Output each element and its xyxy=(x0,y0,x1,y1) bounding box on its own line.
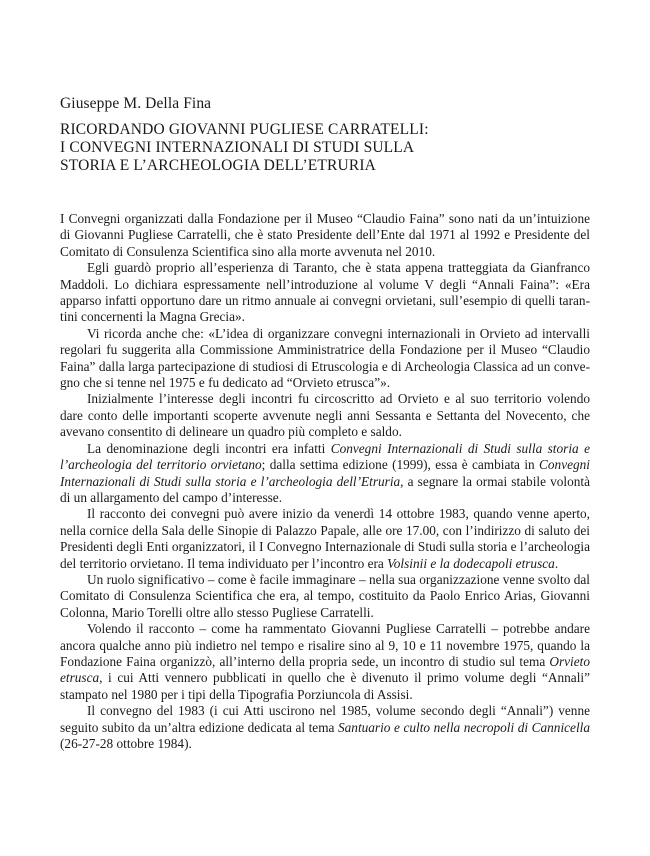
paragraph xyxy=(60,441,590,507)
italic-title-text: Santuario e culto nella necropoli di Cannicella xyxy=(338,719,590,735)
paragraph-text: ; dalla settima edizione (1999), essa è cambiata in xyxy=(261,457,540,473)
italic-title-text: Orvieto etrusca xyxy=(60,653,590,686)
title-line: RICORDANDO GIOVANNI PUGLIESE CARRATELLI: xyxy=(60,121,429,138)
paragraph-text: , a segnare la ormai stabile volontà di un allargamento del campo d’interesse. xyxy=(60,473,591,505)
paragraph xyxy=(60,506,590,572)
paragraph-text: , i cui Atti vennero pubblicati in quello che è divenuto il primo volume degli “Annali” stampato nel 1980 per i tipi della Tipografia Porziuncola di Assisi. xyxy=(60,670,590,702)
article-body xyxy=(60,211,590,752)
paragraph-text: . xyxy=(554,555,559,571)
paragraph-text: Egli guardò proprio all’esperienza di Taranto, che è stata appena tratteggiata da Gianfranco Maddoli. Lo dichiara espressamente nell’introduzione al volume V degli “Annali Faina”: «Era apparso infatti opportuno dare un ritmo annuale ai convegni orvietani, sull’esempio di quelli tarantini concernenti la Magna Grecia». xyxy=(60,260,590,325)
italic-title-text: Convegni Internazionali di Studi sulla storia e l’archeologia del territorio orvietano xyxy=(60,440,590,473)
paragraph xyxy=(60,260,590,326)
paragraph-text: I Convegni organizzati dalla Fondazione per il Museo “Claudio Faina” sono nati da un’intuizione di Giovanni Pugliese Carratelli, che è stato Presidente dell’Ente dal 1971 al 1992 e Presidente del Comitato di Consulenza Scientifica sino alla morte avvenuta nel 2010. xyxy=(60,211,590,259)
paragraph xyxy=(60,326,590,392)
title-line: I CONVEGNI INTERNAZIONALI DI STUDI SULLA xyxy=(60,139,415,156)
title-line: STORIA E L’ARCHEOLOGIA DELL’ETRURIA xyxy=(60,157,376,174)
paragraph xyxy=(60,572,590,621)
paragraph-text: Un ruolo significativo – come è facile immaginare – nella sua organizzazione venne svolto dal Comitato di Consulenza Scientifica che era, al tempo, costituito da Paolo Enrico Arias, Giovanni Colonna, Mario Torelli oltre allo stesso Pugliese Carratelli. xyxy=(60,571,590,620)
italic-title-text: Convegni Internazionali di Studi sulla storia e l’archeologia dell’Etruria xyxy=(60,457,590,489)
article-title xyxy=(60,121,600,175)
italic-title-text: Volsinii e la dodecapoli etrusca xyxy=(387,555,555,571)
paragraph xyxy=(60,621,590,703)
paragraph xyxy=(60,703,590,752)
paragraph-text: Inizialmente l’interesse degli incontri fu circoscritto ad Orvieto e al suo territorio volendo dare conto delle importanti scoperte avvenute negli anni Sessanta e Settanta del Novecento, che avevano consentito di delineare un quadro più completo e saldo. xyxy=(60,391,590,440)
paragraph xyxy=(60,211,590,260)
paragraph-text: La denominazione degli incontri era infatti xyxy=(87,440,331,456)
paragraph-text: Vi ricorda anche che: «L’idea di organizzare convegni internazionali in Orvieto ad intervalli regolari fu suggerita alla Commissione Amministratrice della Fondazione per il Museo “Claudio Faina” dalla larga partecipazione di studiosi di Etruscologia e di Archeologia Classica ad un convegno che si tenne nel 1975 e fu dedicato ad “Orvieto etrusca”». xyxy=(60,325,590,391)
paragraph xyxy=(60,391,590,440)
author-name: Giuseppe M. Della Fina xyxy=(60,95,212,112)
paragraph-text: Volendo il racconto – come ha rammentato Giovanni Pugliese Carratelli – potrebbe andare ancora qualche anno più indietro nel tempo e risalire sino al 9, 10 e 11 novembre 1975, quando la Fondazione Faina organizzò, all’interno della propria sede, un incontro di studio sul tema xyxy=(60,621,590,669)
paragraph-text: (26-27-28 ottobre 1984). xyxy=(60,736,192,751)
paragraph-text: Il convegno del 1983 (i cui Atti uscirono nel 1985, volume secondo degli “Annali”) venne seguito subito da un’altra edizione dedicata al tema xyxy=(60,703,590,735)
paragraph-text: Il racconto dei convegni può avere inizio da venerdì 14 ottobre 1983, quando venne aperto, nella cornice della Sala delle Sinopie di Palazzo Papale, alle ore 17.00, con l’indirizzo di saluto dei Presidenti degli Enti organizzatori, il I Convegno Internazionale di Studi sulla storia e l’archeologia del territorio orvietano. Il tema individuato per l’incontro era xyxy=(60,506,591,571)
